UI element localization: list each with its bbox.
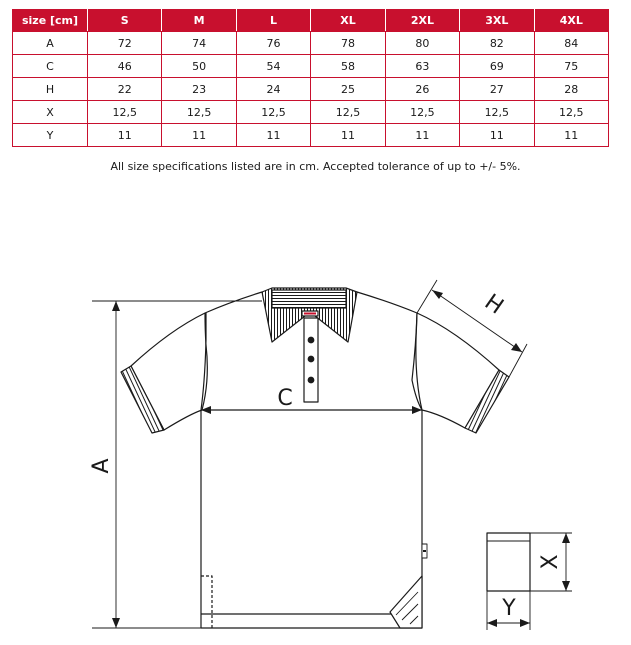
table-cell: 80 [385, 32, 459, 55]
table-cell: 25 [311, 78, 385, 101]
tolerance-note: All size specifications listed are in cm. Accepted tolerance of up to +/- 5%. [110, 160, 521, 173]
dimension-c-label: C [277, 386, 293, 411]
header-cell: 4XL [534, 10, 608, 32]
table-cell: 24 [236, 78, 310, 101]
table-cell: 11 [236, 124, 310, 147]
table-cell: 12,5 [460, 101, 534, 124]
table-cell: 12,5 [162, 101, 236, 124]
table-cell: 12,5 [311, 101, 385, 124]
pocket-detail [487, 533, 530, 591]
header-cell: XL [311, 10, 385, 32]
header-cell: L [236, 10, 310, 32]
table-cell: 12,5 [385, 101, 459, 124]
table-cell: 54 [236, 55, 310, 78]
header-cell: M [162, 10, 236, 32]
table-cell: 82 [460, 32, 534, 55]
row-label: X [13, 101, 88, 124]
table-cell: 74 [162, 32, 236, 55]
header-cell: S [88, 10, 162, 32]
table-cell: 72 [88, 32, 162, 55]
row-label: H [13, 78, 88, 101]
table-cell: 12,5 [236, 101, 310, 124]
table-cell: 12,5 [88, 101, 162, 124]
table-cell: 11 [534, 124, 608, 147]
row-label: A [13, 32, 88, 55]
row-label: Y [13, 124, 88, 147]
table-cell: 28 [534, 78, 608, 101]
table-cell: 84 [534, 32, 608, 55]
table-cell: 78 [311, 32, 385, 55]
table-cell: 63 [385, 55, 459, 78]
header-cell: size [cm] [13, 10, 88, 32]
table-cell: 50 [162, 55, 236, 78]
dimension-h-label: H [479, 289, 508, 320]
table-cell: 69 [460, 55, 534, 78]
table-cell: 22 [88, 78, 162, 101]
table-cell: 11 [311, 124, 385, 147]
button [308, 356, 314, 362]
table-cell: 23 [162, 78, 236, 101]
table-cell: 12,5 [534, 101, 608, 124]
button [308, 337, 314, 343]
table-cell: 58 [311, 55, 385, 78]
table-cell: 11 [162, 124, 236, 147]
dimension-y-label: Y [502, 596, 516, 621]
header-cell: 3XL [460, 10, 534, 32]
table-cell: 26 [385, 78, 459, 101]
table-cell: 75 [534, 55, 608, 78]
shirt-body [201, 410, 422, 628]
table-cell: 76 [236, 32, 310, 55]
dimension-x-label: X [538, 554, 563, 570]
row-label: C [13, 55, 88, 78]
collar-band [272, 290, 346, 308]
table-cell: 11 [385, 124, 459, 147]
button [308, 377, 314, 383]
table-cell: 46 [88, 55, 162, 78]
table-cell: 27 [460, 78, 534, 101]
dimension-a-label: A [89, 458, 114, 474]
table-cell: 11 [88, 124, 162, 147]
table-cell: 11 [460, 124, 534, 147]
header-cell: 2XL [385, 10, 459, 32]
